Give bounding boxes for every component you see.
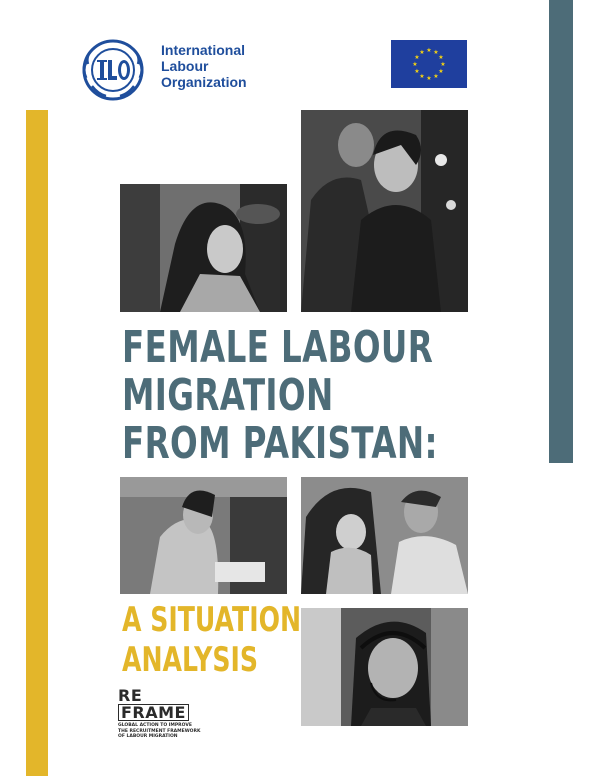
svg-text:★: ★ [438,68,444,75]
svg-text:★: ★ [433,49,439,56]
hairdresser-styling-photo [301,110,468,312]
subtitle-line-2: ANALYSIS [122,640,258,680]
report-title [122,324,438,468]
svg-text:★: ★ [419,73,425,80]
woman-with-documents-photo [120,477,287,594]
svg-text:★: ★ [440,61,446,68]
reframe-tagline [118,723,208,740]
svg-text:★: ★ [412,61,418,68]
title-line-3: FROM PAKISTAN: [122,418,438,469]
title-line-1: FEMALE LABOUR [122,322,434,373]
call-center-agent-photo [301,608,468,726]
ilo-name-line-3: Organization [161,74,247,90]
svg-text:★: ★ [414,54,420,61]
family-with-child-photo [301,477,468,594]
svg-text:★: ★ [414,68,420,75]
svg-text:★: ★ [433,73,439,80]
svg-text:★: ★ [419,49,425,56]
reframe-logo-line-2: FRAME [118,704,189,721]
svg-text:★: ★ [438,54,444,61]
ilo-name-line-2: Labour [161,58,209,74]
reframe-tagline-2: THE RECRUITMENT FRAMEWORK [118,728,201,734]
ilo-emblem-icon [80,38,150,102]
title-line-2: MIGRATION [122,370,334,421]
reframe-tagline-3: OF LABOUR MIGRATION [118,734,178,739]
subtitle-line-1: A SITUATION [122,600,302,640]
svg-text:★: ★ [426,75,432,82]
eu-flag-icon [391,40,467,88]
left-accent-bar [26,110,48,776]
reframe-tagline-1: GLOBAL ACTION TO IMPROVE [118,723,192,728]
ilo-name-line-1: International [161,42,246,58]
right-accent-bar [549,0,573,463]
reframe-logo-line-1: RE [118,686,143,705]
reframe-logo [118,688,208,740]
svg-text:★: ★ [426,47,432,54]
hairdresser-client-photo [120,184,287,312]
report-subtitle [122,600,301,680]
ilo-wordmark [161,42,247,90]
